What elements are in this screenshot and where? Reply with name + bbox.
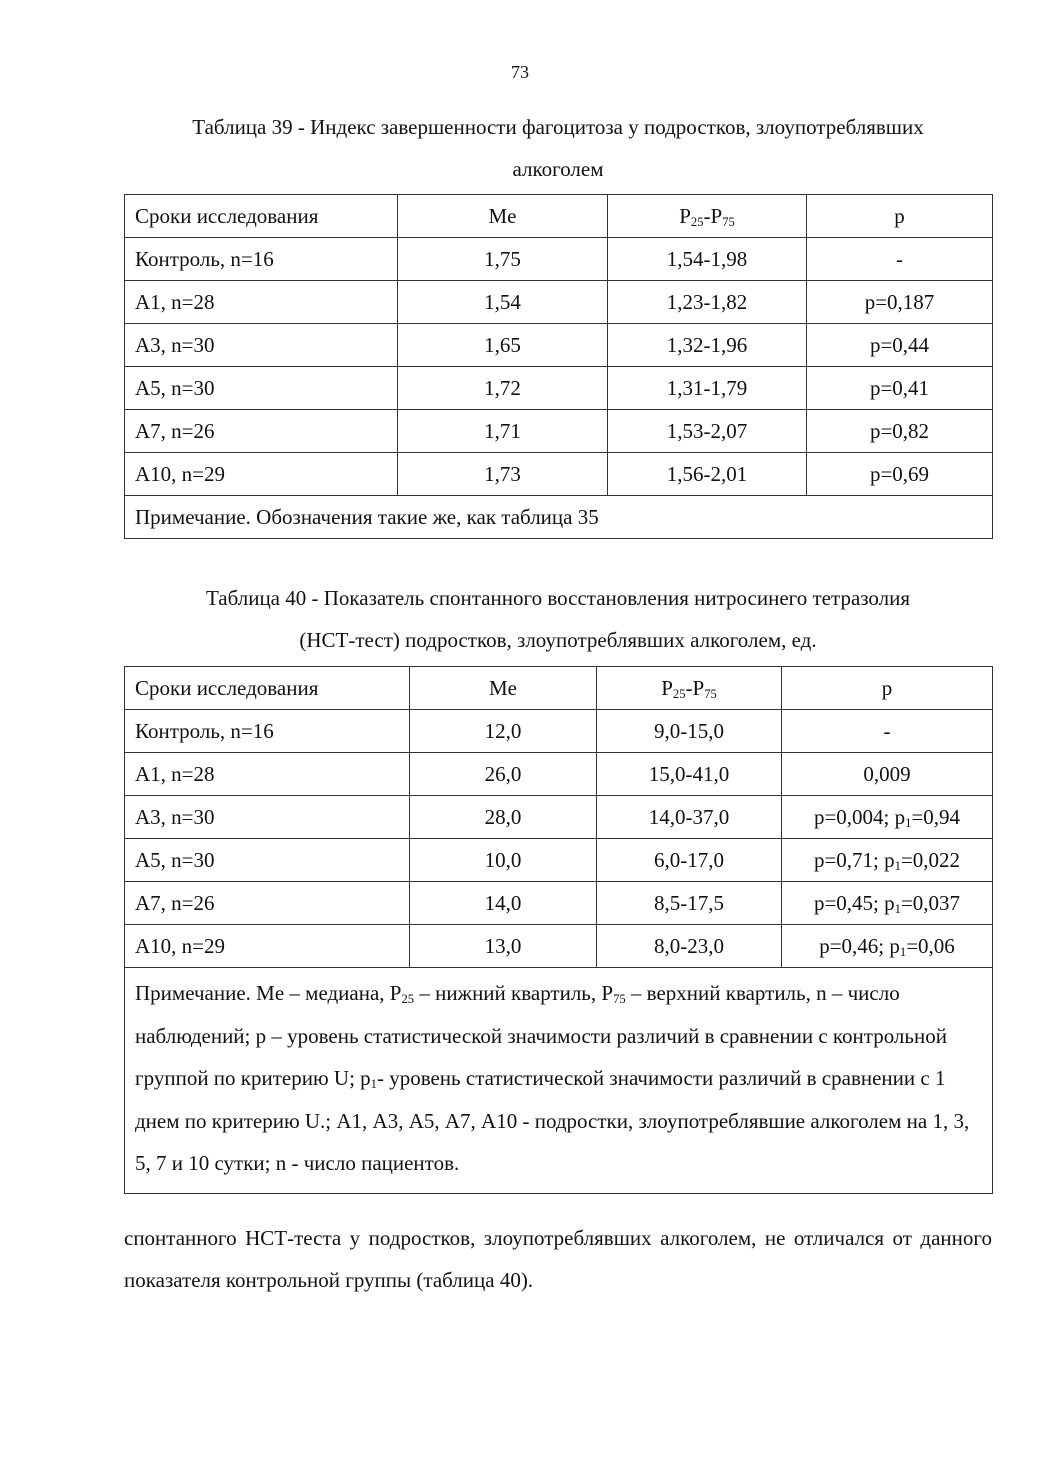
p-cell: - (807, 238, 993, 281)
p-cell: 0,009 (782, 753, 993, 796)
p-cell: p=0,004; $p_1=0,94$ (782, 796, 993, 839)
table-row (125, 367, 993, 410)
range-cell: 1,54-1,98 (608, 238, 807, 281)
p-cell: p=0,82 (807, 410, 993, 453)
table-row (125, 324, 993, 367)
table39-caption-line2: алкоголем (512, 157, 604, 181)
group-cell: А10, n=29 (125, 453, 398, 496)
table39-header-row (125, 195, 993, 238)
table40-caption (124, 577, 992, 661)
me-cell: 1,65 (398, 324, 608, 367)
table40-note-row (125, 968, 993, 1194)
range-cell: 1,32-1,96 (608, 324, 807, 367)
table39-note: Примечание. Обозначения такие же, как таблица 35 (125, 496, 993, 539)
page-number: 73 (511, 62, 529, 82)
range-cell: 1,53-2,07 (608, 410, 807, 453)
range-cell: 8,0-23,0 (597, 925, 782, 968)
group-cell: А3, n=30 (125, 796, 410, 839)
body-paragraph: спонтанного НСТ-теста у подростков, злоупотреблявших алкоголем, не отличался от данного показателя контрольной группы (таблица 40). (124, 1226, 992, 1292)
table40-caption-line2: (НСТ-тест) подростков, злоупотреблявших алкоголем, ед. (299, 628, 817, 652)
p-cell: p=0,44 (807, 324, 993, 367)
group-cell: Контроль, n=16 (125, 710, 410, 753)
table-row (125, 753, 993, 796)
table39-note-row (125, 496, 993, 539)
table40-header-range: $P_{25}-P_{75}$ (597, 667, 782, 710)
table-row (125, 839, 993, 882)
table-row (125, 710, 993, 753)
range-cell: 1,23-1,82 (608, 281, 807, 324)
p-cell: p=0,71; $p_1=0,022$ (782, 839, 993, 882)
table-row (125, 281, 993, 324)
table39 (124, 194, 993, 539)
range-cell: 14,0-37,0 (597, 796, 782, 839)
table40-header-group: Сроки исследования (125, 667, 410, 710)
p-cell: p=0,45; $p_1=0,037$ (782, 882, 993, 925)
table-row (125, 410, 993, 453)
me-cell: 28,0 (410, 796, 597, 839)
table-row (125, 925, 993, 968)
group-cell: А1, n=28 (125, 281, 398, 324)
table39-caption (124, 106, 992, 190)
p-cell: p=0,187 (807, 281, 993, 324)
group-cell: А3, n=30 (125, 324, 398, 367)
group-cell: А1, n=28 (125, 753, 410, 796)
me-cell: 13,0 (410, 925, 597, 968)
range-cell: 1,56-2,01 (608, 453, 807, 496)
table39-header-group: Сроки исследования (125, 195, 398, 238)
group-cell: А10, n=29 (125, 925, 410, 968)
me-cell: 1,71 (398, 410, 608, 453)
me-cell: 1,72 (398, 367, 608, 410)
p-cell: p=0,41 (807, 367, 993, 410)
range-cell: 6,0-17,0 (597, 839, 782, 882)
table40 (124, 666, 993, 1194)
me-cell: 10,0 (410, 839, 597, 882)
group-cell: А7, n=26 (125, 410, 398, 453)
table39-header-range: $P_{25}-P_{75}$ (608, 195, 807, 238)
range-cell: 9,0-15,0 (597, 710, 782, 753)
range-cell: 8,5-17,5 (597, 882, 782, 925)
table40-caption-line1: Таблица 40 - Показатель спонтанного восстановления нитросинего тетразолия (205, 586, 911, 610)
table40-header-row (125, 667, 993, 710)
me-cell: 1,75 (398, 238, 608, 281)
p-cell: p=0,69 (807, 453, 993, 496)
range-cell: 1,31-1,79 (608, 367, 807, 410)
p-cell: - (782, 710, 993, 753)
p-cell: p=0,46; $p_1=0,06$ (782, 925, 993, 968)
me-cell: 14,0 (410, 882, 597, 925)
me-cell: 1,54 (398, 281, 608, 324)
group-cell: А5, n=30 (125, 839, 410, 882)
group-cell: Контроль, n=16 (125, 238, 398, 281)
table-row (125, 453, 993, 496)
table-row (125, 796, 993, 839)
range-cell: 15,0-41,0 (597, 753, 782, 796)
me-cell: 1,73 (398, 453, 608, 496)
table-row (125, 882, 993, 925)
table39-caption-line1: Таблица 39 - Индекс завершенности фагоцитоза у подростков, злоупотреблявших (192, 115, 924, 139)
table40-header-me: Me (410, 667, 597, 710)
table39-header-p: p (807, 195, 993, 238)
me-cell: 26,0 (410, 753, 597, 796)
table-row (125, 238, 993, 281)
group-cell: А7, n=26 (125, 882, 410, 925)
me-cell: 12,0 (410, 710, 597, 753)
table40-header-p: p (782, 667, 993, 710)
group-cell: А5, n=30 (125, 367, 398, 410)
table40-note: Примечание. Me – медиана, $P_{25}$ – нижний квартиль, $P_{75}$ – верхний квартиль, n – число наблюдений; p – уровень статистической значимости различий в сравнении с контрольной группой по критерию U; $p_1-$ уровень статистической значимости различий в сравнении с 1 днем по критерию U.; А1, А3, А5, А7, А10 - подростки, злоупотреблявшие алкоголем на 1, 3, 5, 7 и 10 сутки; n - число пациентов. (125, 968, 993, 1194)
table39-header-me: Me (398, 195, 608, 238)
